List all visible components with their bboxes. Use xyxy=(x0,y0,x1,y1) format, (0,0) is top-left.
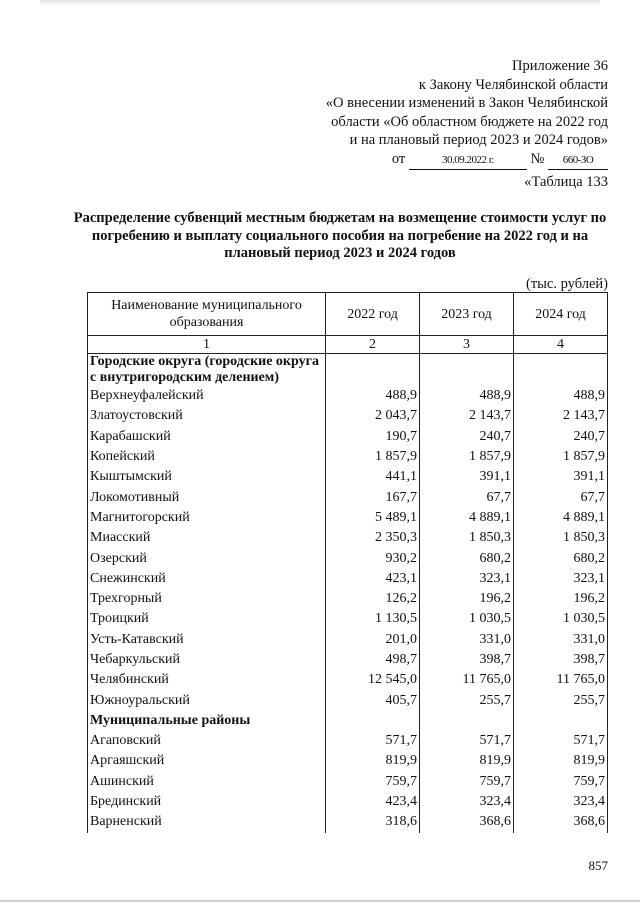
empty-cell xyxy=(514,354,608,387)
table-reference: «Таблица 133 xyxy=(524,174,608,190)
column-index: 2 xyxy=(326,336,420,354)
empty-cell xyxy=(514,711,608,731)
amount-cell: 819,9 xyxy=(420,751,514,771)
amount-cell: 441,1 xyxy=(326,467,420,487)
amount-cell: 167,7 xyxy=(326,487,420,507)
amount-cell: 255,7 xyxy=(514,690,608,710)
table-row xyxy=(88,548,608,568)
empty-cell xyxy=(420,354,514,387)
amount-cell: 5 489,1 xyxy=(326,508,420,528)
table-header-row xyxy=(88,293,608,336)
amount-cell: 2 143,7 xyxy=(420,406,514,426)
table-row xyxy=(88,427,608,447)
municipality-name: Кыштымский xyxy=(88,467,326,487)
amount-cell: 930,2 xyxy=(326,548,420,568)
amount-cell: 1 850,3 xyxy=(420,528,514,548)
table-row xyxy=(88,528,608,548)
amount-cell: 498,7 xyxy=(326,650,420,670)
table-body xyxy=(88,354,608,833)
amount-cell: 423,1 xyxy=(326,569,420,589)
amount-cell: 318,6 xyxy=(326,812,420,832)
amount-cell: 398,7 xyxy=(420,650,514,670)
appendix-line: к Закону Челябинской области xyxy=(418,76,608,93)
appendix-line: Приложение 36 xyxy=(512,58,608,74)
amount-cell: 1 850,3 xyxy=(514,528,608,548)
municipality-name: Варненский xyxy=(88,812,326,832)
table-row xyxy=(88,772,608,792)
amount-cell: 11 765,0 xyxy=(420,670,514,690)
table-row xyxy=(88,406,608,426)
municipality-name: Усть-Катавский xyxy=(88,630,326,650)
column-header: 2022 год xyxy=(326,293,420,336)
document-title: Распределение субвенций местным бюджетам на возмещение стоимости услуг по погребению и выплату социального пособия на погребение на 2022 год и на плановый период 2023 и 2024 годов xyxy=(73,210,607,261)
amount-cell: 255,7 xyxy=(420,690,514,710)
scan-edge xyxy=(0,900,640,902)
column-index: 3 xyxy=(420,336,514,354)
municipality-name: Златоустовский xyxy=(88,406,326,426)
amount-cell: 67,7 xyxy=(514,487,608,507)
amount-cell: 67,7 xyxy=(420,487,514,507)
municipality-name: Агаповский xyxy=(88,731,326,751)
municipality-name: Локомотивный xyxy=(88,487,326,507)
table-row xyxy=(88,589,608,609)
amount-cell: 126,2 xyxy=(326,589,420,609)
section-title: Городские округа (городские округа с внутригородским делением) xyxy=(88,354,326,387)
amount-cell: 571,7 xyxy=(420,731,514,751)
amount-cell: 571,7 xyxy=(514,731,608,751)
table-row xyxy=(88,792,608,812)
table-row xyxy=(88,751,608,771)
municipality-name: Миасский xyxy=(88,528,326,548)
amount-cell: 759,7 xyxy=(420,772,514,792)
law-date: 30.09.2022 г. xyxy=(409,151,527,171)
column-header: Наименование муниципального образования xyxy=(88,293,326,336)
table-row xyxy=(88,670,608,690)
amount-cell: 680,2 xyxy=(420,548,514,568)
table-row xyxy=(88,508,608,528)
amount-cell: 2 350,3 xyxy=(326,528,420,548)
municipality-name: Трехгорный xyxy=(88,589,326,609)
municipality-name: Копейский xyxy=(88,447,326,467)
amount-cell: 488,9 xyxy=(420,386,514,406)
amount-cell: 323,4 xyxy=(420,792,514,812)
table-row xyxy=(88,386,608,406)
column-index-row xyxy=(88,336,608,354)
units-label: (тыс. рублей) xyxy=(526,276,608,292)
section-header-row xyxy=(88,354,608,387)
amount-cell: 2 043,7 xyxy=(326,406,420,426)
table-row xyxy=(88,650,608,670)
table-row xyxy=(88,609,608,629)
amount-cell: 196,2 xyxy=(420,589,514,609)
municipality-name: Чебаркульский xyxy=(88,650,326,670)
amount-cell: 405,7 xyxy=(326,690,420,710)
section-header-row xyxy=(88,711,608,731)
amount-cell: 368,6 xyxy=(420,812,514,832)
table-row xyxy=(88,447,608,467)
amount-cell: 240,7 xyxy=(420,427,514,447)
amount-cell: 1 030,5 xyxy=(420,609,514,629)
municipality-name: Магнитогорский xyxy=(88,508,326,528)
amount-cell: 1 857,9 xyxy=(514,447,608,467)
table-row xyxy=(88,630,608,650)
table-row xyxy=(88,731,608,751)
amount-cell: 190,7 xyxy=(326,427,420,447)
scan-shadow-top xyxy=(40,0,600,6)
empty-cell xyxy=(420,711,514,731)
amount-cell: 819,9 xyxy=(326,751,420,771)
amount-cell: 331,0 xyxy=(420,630,514,650)
table-row xyxy=(88,569,608,589)
amount-cell: 4 889,1 xyxy=(514,508,608,528)
amount-cell: 398,7 xyxy=(514,650,608,670)
amount-cell: 240,7 xyxy=(514,427,608,447)
law-number: 660-ЗО xyxy=(548,151,608,171)
municipality-name: Снежинский xyxy=(88,569,326,589)
amount-cell: 4 889,1 xyxy=(420,508,514,528)
table-row xyxy=(88,690,608,710)
appendix-line: и на плановый период 2023 и 2024 годов» xyxy=(349,132,608,148)
amount-cell: 323,4 xyxy=(514,792,608,812)
municipality-name: Челябинский xyxy=(88,670,326,690)
amount-cell: 391,1 xyxy=(514,467,608,487)
municipality-name: Брединский xyxy=(88,792,326,812)
amount-cell: 11 765,0 xyxy=(514,670,608,690)
column-index: 4 xyxy=(514,336,608,354)
amount-cell: 12 545,0 xyxy=(326,670,420,690)
amount-cell: 1 130,5 xyxy=(326,609,420,629)
municipality-name: Южноуральский xyxy=(88,690,326,710)
amount-cell: 488,9 xyxy=(326,386,420,406)
signature-line xyxy=(326,150,608,171)
section-title: Муниципальные районы xyxy=(88,711,326,731)
column-header: 2023 год xyxy=(420,293,514,336)
table-row xyxy=(88,467,608,487)
amount-cell: 391,1 xyxy=(420,467,514,487)
subsidy-table xyxy=(87,292,608,833)
amount-cell: 1 030,5 xyxy=(514,609,608,629)
municipality-name: Ашинский xyxy=(88,772,326,792)
table-row xyxy=(88,487,608,507)
page-number: 857 xyxy=(588,858,608,873)
amount-cell: 571,7 xyxy=(326,731,420,751)
municipality-name: Озерский xyxy=(88,548,326,568)
municipality-name: Карабашский xyxy=(88,427,326,447)
from-label: от xyxy=(391,150,406,167)
column-header: 2024 год xyxy=(514,293,608,336)
amount-cell: 201,0 xyxy=(326,630,420,650)
table-row xyxy=(88,812,608,832)
appendix-line: области «Об областном бюджете на 2022 год xyxy=(331,113,608,130)
municipality-name: Аргаяшский xyxy=(88,751,326,771)
amount-cell: 680,2 xyxy=(514,548,608,568)
municipality-name: Троицкий xyxy=(88,609,326,629)
amount-cell: 1 857,9 xyxy=(420,447,514,467)
number-label: № xyxy=(530,150,545,167)
amount-cell: 819,9 xyxy=(514,751,608,771)
amount-cell: 759,7 xyxy=(514,772,608,792)
amount-cell: 331,0 xyxy=(514,630,608,650)
municipality-name: Верхнеуфалейский xyxy=(88,386,326,406)
amount-cell: 368,6 xyxy=(514,812,608,832)
amount-cell: 488,9 xyxy=(514,386,608,406)
appendix-line: «О внесении изменений в Закон Челябинской xyxy=(325,95,608,111)
amount-cell: 2 143,7 xyxy=(514,406,608,426)
amount-cell: 323,1 xyxy=(420,569,514,589)
amount-cell: 1 857,9 xyxy=(326,447,420,467)
empty-cell xyxy=(326,711,420,731)
amount-cell: 423,4 xyxy=(326,792,420,812)
empty-cell xyxy=(326,354,420,387)
amount-cell: 196,2 xyxy=(514,589,608,609)
column-index: 1 xyxy=(88,336,326,354)
amount-cell: 759,7 xyxy=(326,772,420,792)
amount-cell: 323,1 xyxy=(514,569,608,589)
appendix-header xyxy=(326,57,608,170)
